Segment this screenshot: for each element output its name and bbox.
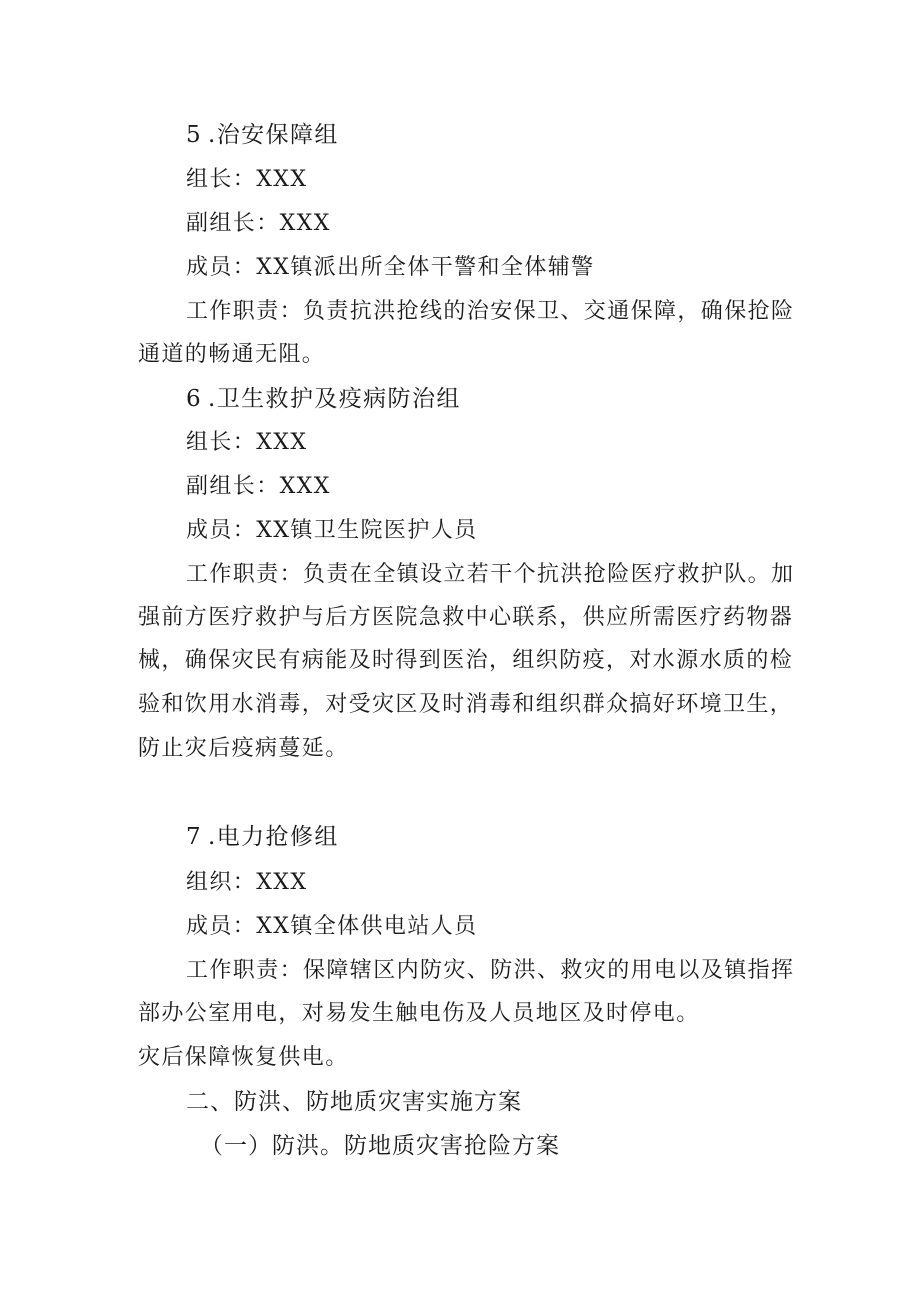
section-5-duty-line-1: 工作职责：负责抗洪抢线的治安保卫、交通保障，确保抢险 xyxy=(186,299,795,324)
section-5-title: .治安保障组 xyxy=(208,122,339,148)
section-6-duty-line-3: 械，确保灾民有病能及时得到医治，组织防疫，对水源水质的检 xyxy=(138,648,794,673)
section-6-duty-line-4: 验和饮用水消毒，对受灾区及时消毒和组织群众搞好环境卫生， xyxy=(138,692,794,717)
section-7-organizer: 组织：XXX xyxy=(186,870,308,895)
part-2-subheading-1: （一）防洪。防地质灾害抢险方案 xyxy=(200,1133,560,1159)
section-5-number: 5 xyxy=(186,122,203,148)
section-7-number: 7 xyxy=(186,824,203,850)
section-7-title: .电力抢修组 xyxy=(208,824,339,850)
section-6-duty-line-2: 强前方医疗救护与后方医院急救中心联系，供应所需医疗药物器 xyxy=(138,605,794,630)
section-7-duty-line-2: 部办公室用电，对易发生触电伤及人员地区及时停电。 xyxy=(138,1001,700,1026)
section-5-members: 成员：XX镇派出所全体干警和全体辅警 xyxy=(186,255,595,280)
section-5-heading xyxy=(186,120,846,150)
section-7-duty-line-1: 工作职责：保障辖区内防灾、防洪、救灾的用电以及镇指挥 xyxy=(186,958,795,983)
section-7-members: 成员：XX镇全体供电站人员 xyxy=(186,914,478,939)
section-6-heading xyxy=(186,384,846,414)
section-7-duty-line-3: 灾后保障恢复供电。 xyxy=(138,1045,349,1070)
part-2-heading: 二、防洪、防地质灾害实施方案 xyxy=(186,1089,522,1115)
section-6-number: 6 xyxy=(186,386,203,412)
section-5-duty-line-2: 通道的畅通无阻。 xyxy=(138,342,326,367)
section-7-heading xyxy=(186,822,846,852)
section-6-title: .卫生救护及疫病防治组 xyxy=(208,386,461,412)
section-6-leader: 组长：XXX xyxy=(186,430,308,455)
section-6-duty-line-1: 工作职责：负责在全镇设立若干个抗洪抢险医疗救护队。加 xyxy=(186,562,795,587)
section-5-leader: 组长：XXX xyxy=(186,167,308,192)
section-5-deputy: 副组长：XXX xyxy=(186,211,331,236)
section-6-duty-line-5: 防止灾后疫病蔓延。 xyxy=(138,736,349,761)
section-6-members: 成员：XX镇卫生院医护人员 xyxy=(186,518,478,543)
section-6-deputy: 副组长：XXX xyxy=(186,474,331,499)
